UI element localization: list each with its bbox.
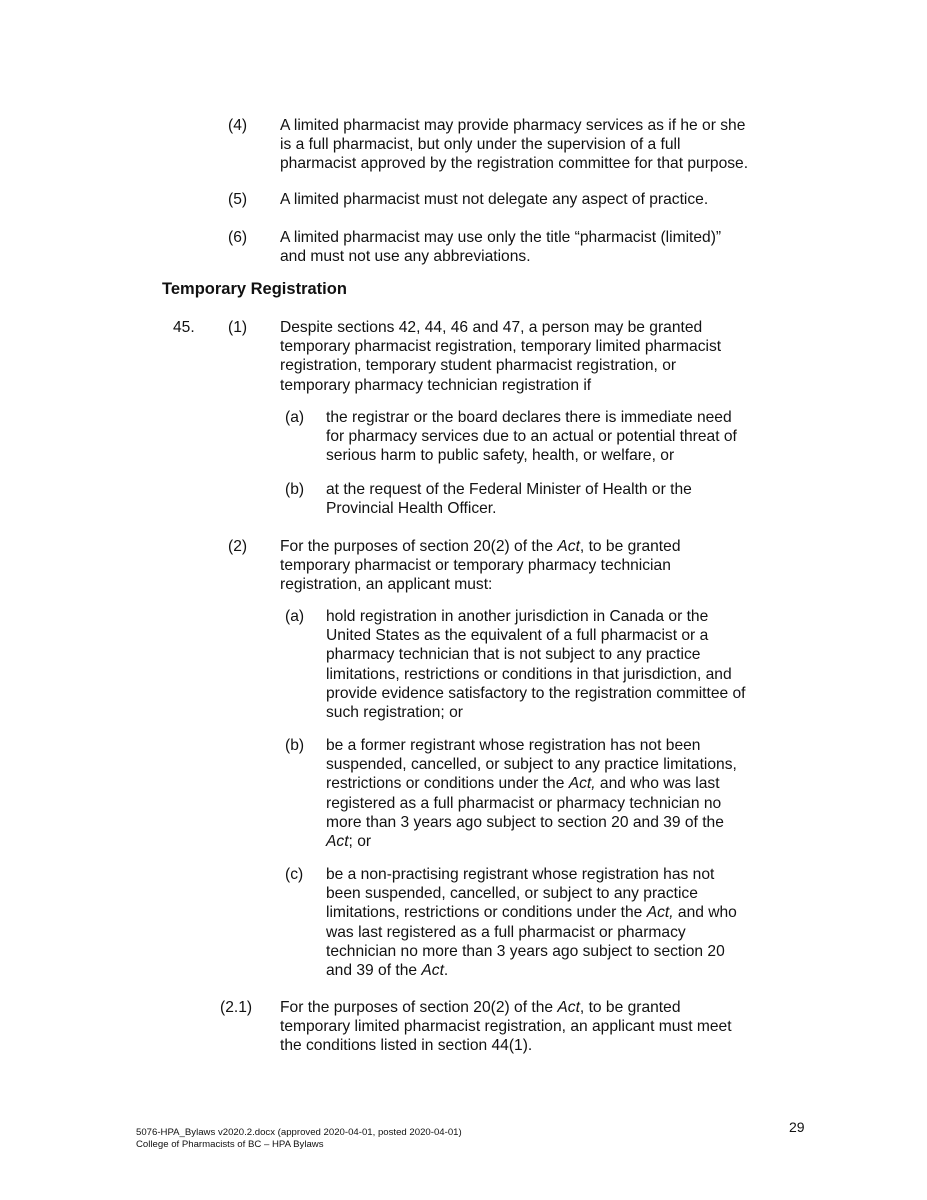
page-number: 29	[789, 1119, 805, 1135]
act-reference: Act	[557, 999, 580, 1016]
clause-text	[326, 736, 737, 851]
text-line: serious harm to public safety, health, or welfare, or	[326, 447, 675, 465]
text-line: for pharmacy services due to an actual or potential threat of	[326, 428, 737, 446]
clause-number: (a)	[285, 608, 305, 625]
clause-text	[326, 408, 737, 466]
text-line: more than 3 years ago subject to section 20 and 39 of the	[326, 813, 724, 831]
act-reference: Act,	[646, 904, 674, 922]
text-line: A limited pharmacist must not delegate any aspect of practice.	[280, 191, 709, 208]
text-line: registration, an applicant must:	[280, 576, 493, 594]
text-line: Despite sections 42, 44, 46 and 47, a person may be granted	[280, 319, 703, 336]
subsection-text	[280, 537, 681, 595]
act-reference: Act	[557, 538, 580, 555]
text-line: For the purposes of section 20(2) of the Act, to be granted	[280, 999, 681, 1016]
clause-number: (a)	[285, 409, 305, 426]
act-reference: Act,	[568, 775, 596, 793]
footer-filename: 5076-HPA_Bylaws v2020.2.docx (approved 2020-04-01, posted 2020-04-01)	[136, 1127, 462, 1138]
subsection-number: (1)	[228, 319, 248, 336]
item-text	[280, 228, 721, 266]
item-number: (4)	[228, 117, 248, 134]
act-reference: Act	[421, 962, 444, 980]
clause-number: (b)	[285, 481, 305, 498]
text-line: be a non-practising registrant whose registration has not	[326, 866, 715, 883]
text-line: at the request of the Federal Minister of Health or the	[326, 481, 692, 498]
text-line: temporary limited pharmacist registration, an applicant must meet	[280, 1018, 732, 1036]
text-line: limitations, restrictions or conditions in that jurisdiction, and	[326, 665, 732, 683]
text-line: Act; or	[326, 833, 372, 851]
subsection-text	[280, 318, 721, 395]
text-line: United States as the equivalent of a full pharmacist or a	[326, 627, 709, 645]
text-line: temporary pharmacist registration, temporary limited pharmacist	[280, 338, 722, 356]
text-line: limitations, restrictions or conditions under the Act, and who	[326, 904, 737, 922]
footer-publisher: College of Pharmacists of BC – HPA Bylaws	[136, 1139, 324, 1150]
text-line: Provincial Health Officer.	[326, 500, 497, 518]
text-line: temporary pharmacist or temporary pharmacy technician	[280, 557, 671, 575]
text-line: been suspended, cancelled, or subject to any practice	[326, 885, 698, 903]
text-line: is a full pharmacist, but only under the supervision of a full	[280, 136, 681, 154]
text-line: and 39 of the Act.	[326, 962, 449, 980]
text-line: pharmacist approved by the registration committee for that purpose.	[280, 155, 749, 173]
clause-number: (c)	[285, 866, 304, 883]
subsection-number: (2)	[228, 538, 248, 555]
clause-text	[326, 607, 746, 722]
item-text	[280, 190, 708, 209]
clause-text	[326, 865, 737, 980]
text-line: registered as a full pharmacist or pharmacy technician no	[326, 794, 722, 812]
text-line: registration, temporary student pharmacist registration, or	[280, 357, 677, 375]
subsection-text	[280, 998, 732, 1056]
text-line: such registration; or	[326, 704, 463, 722]
text-line: the conditions listed in section 44(1).	[280, 1037, 533, 1055]
text-line: restrictions or conditions under the Act, and who was last	[326, 775, 720, 793]
item-number: (5)	[228, 191, 248, 208]
text-line: technician no more than 3 years ago subject to section 20	[326, 942, 725, 960]
text-line: hold registration in another jurisdiction in Canada or the	[326, 608, 709, 625]
clause-number: (b)	[285, 737, 305, 754]
text-line: be a former registrant whose registration has not been	[326, 737, 701, 754]
text-line: pharmacy technician that is not subject to any practice	[326, 646, 701, 664]
text-line: temporary pharmacy technician registration if	[280, 376, 592, 394]
act-reference: Act	[326, 833, 349, 851]
clause-text	[326, 480, 692, 518]
text-line: A limited pharmacist may use only the title “pharmacist (limited)”	[280, 229, 722, 246]
text-line: For the purposes of section 20(2) of the Act, to be granted	[280, 538, 681, 555]
text-line: A limited pharmacist may provide pharmacy services as if he or she	[280, 117, 746, 134]
item-text	[280, 116, 748, 174]
section-heading: Temporary Registration	[162, 280, 347, 298]
text-line: provide evidence satisfactory to the registration committee of	[326, 684, 746, 702]
text-line: the registrar or the board declares there is immediate need	[326, 409, 732, 426]
section-number: 45.	[173, 319, 195, 336]
text-line: and must not use any abbreviations.	[280, 248, 531, 266]
text-line: was last registered as a full pharmacist or pharmacy	[326, 923, 686, 941]
subsection-number: (2.1)	[220, 999, 253, 1016]
item-number: (6)	[228, 229, 248, 246]
text-line: suspended, cancelled, or subject to any practice limitations,	[326, 756, 737, 774]
